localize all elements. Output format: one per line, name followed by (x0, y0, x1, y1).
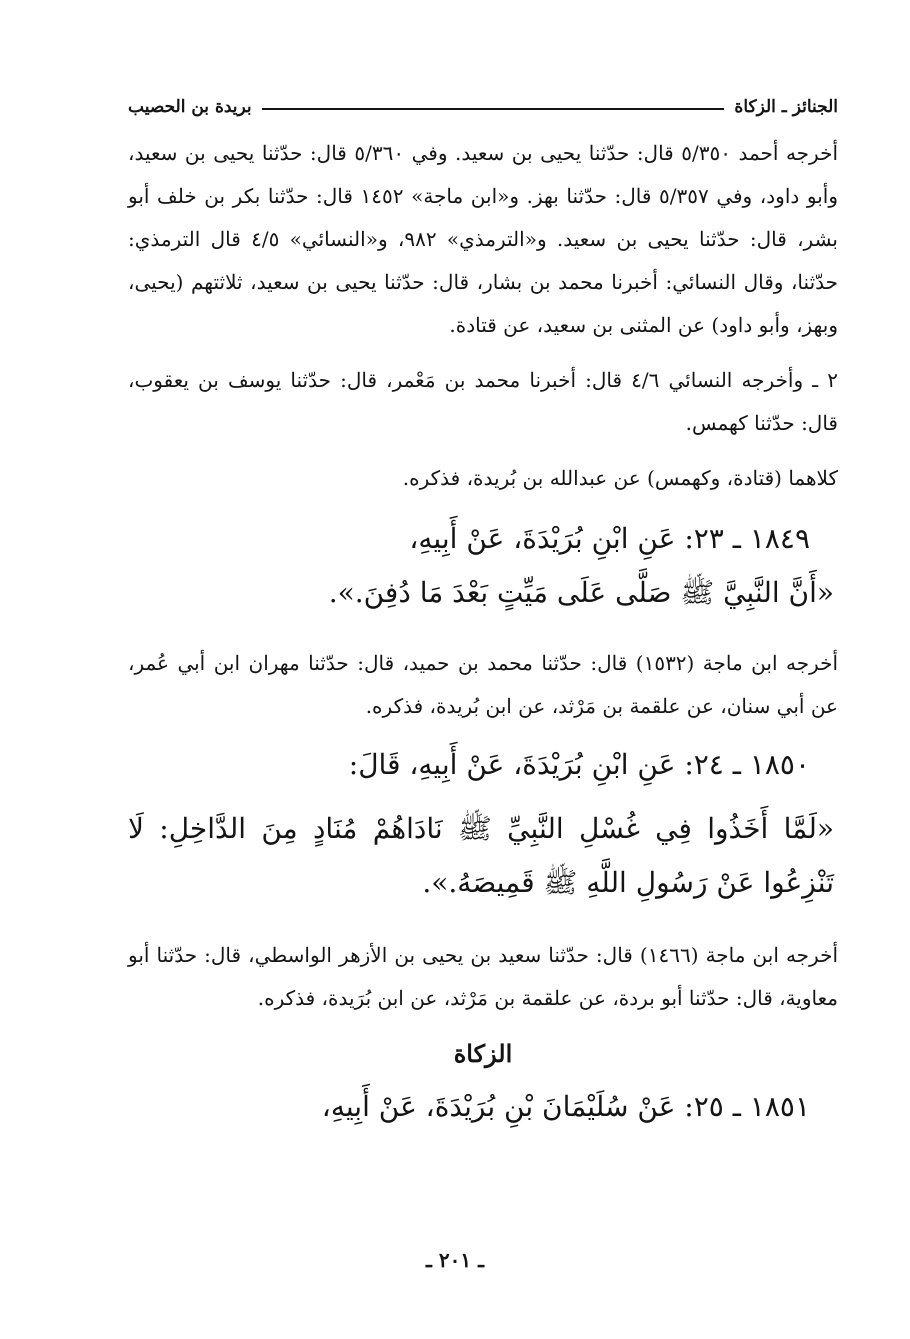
section-title-zakat: الزكاة (453, 1039, 513, 1068)
takhrij-paragraph-1: أخرجه أحمد ٥/٣٥٠ قال: حدّثنا يحيى بن سعيد. وفي ٥/٣٦٠ قال: حدّثنا يحيى بن سعيد، وأبو داود، وفي ٥/٣٥٧ قال: حدّثنا بهز. و«ابن ماجة» ١٤٥٢ قال: حدّثنا بكر بن خلف أبو بشر، قال: حدّثنا يحيى بن سعيد. و«الترمذي» ٩٨٢، و«النسائي» ٤/٥ قال الترمذي: حدّثنا، وقال النسائي: أخبرنا محمد بن بشار، قال: حدّثنا يحيى بن سعيد، ثلاثتهم (يحيى، وبهز، وأبو داود) عن المثنى بن سعيد، عن قتادة. (128, 141, 838, 337)
takhrij-paragraph-5: أخرجه ابن ماجة (١٤٦٦) قال: حدّثنا سعيد بن يحيى بن الأزهر الواسطي، قال: حدّثنا أبو معاوية، قال: حدّثنا أبو بردة، عن علقمة بن مَرْثد، عن ابن بُرَيدة، فذكره. (128, 943, 838, 1010)
hadith-1849-heading: ١٨٤٩ ـ ٢٣: عَنِ ابْنِ بُرَيْدَةَ، عَنْ أَبِيهِ، (409, 522, 810, 555)
running-header (128, 96, 838, 118)
takhrij-paragraph-2: ٢ ـ وأخرجه النسائي ٤/٦ قال: أخبرنا محمد بن مَعْمر، قال: حدّثنا يوسف بن يعقوب، قال: حدّثنا كهمس. (128, 368, 838, 435)
hadith-1851-heading: ١٨٥١ ـ ٢٥: عَنْ سُلَيْمَانَ بْنِ بُرَيْدَةَ، عَنْ أَبِيهِ، (321, 1090, 810, 1123)
page-number: ـ ٢٠١ ـ (426, 1248, 484, 1272)
header-chapter: الجنائز ـ الزكاة (734, 97, 838, 117)
hadith-1850-text: «لَمَّا أَخَذُوا فِي غُسْلِ النَّبِيِّ ﷺ نَادَاهُمْ مُنَادٍ مِنَ الدَّاخِلِ: لَا تَنْزِعُوا عَنْ رَسُولِ اللَّهِ ﷺ قَمِيصَهُ.». (128, 812, 834, 899)
header-rule (262, 108, 725, 110)
hadith-1849-text: «أَنَّ النَّبِيَّ ﷺ صَلَّى عَلَى مَيِّتٍ بَعْدَ مَا دُفِنَ.». (328, 576, 834, 609)
takhrij-paragraph-4: أخرجه ابن ماجة (١٥٣٢) قال: حدّثنا محمد بن حميد، قال: حدّثنا مهران ابن أبي عُمر، عن أبي سنان، عن علقمة بن مَرْثد، عن ابن بُريدة، فذكره. (128, 651, 839, 718)
hadith-1850-heading: ١٨٥٠ ـ ٢٤: عَنِ ابْنِ بُرَيْدَةَ، عَنْ أَبِيهِ، قَالَ: (348, 748, 810, 781)
takhrij-paragraph-3: كلاهما (قتادة، وكهمس) عن عبدالله بن بُريدة، فذكره. (402, 466, 838, 490)
header-narrator: بريدة بن الحصيب (128, 97, 252, 117)
